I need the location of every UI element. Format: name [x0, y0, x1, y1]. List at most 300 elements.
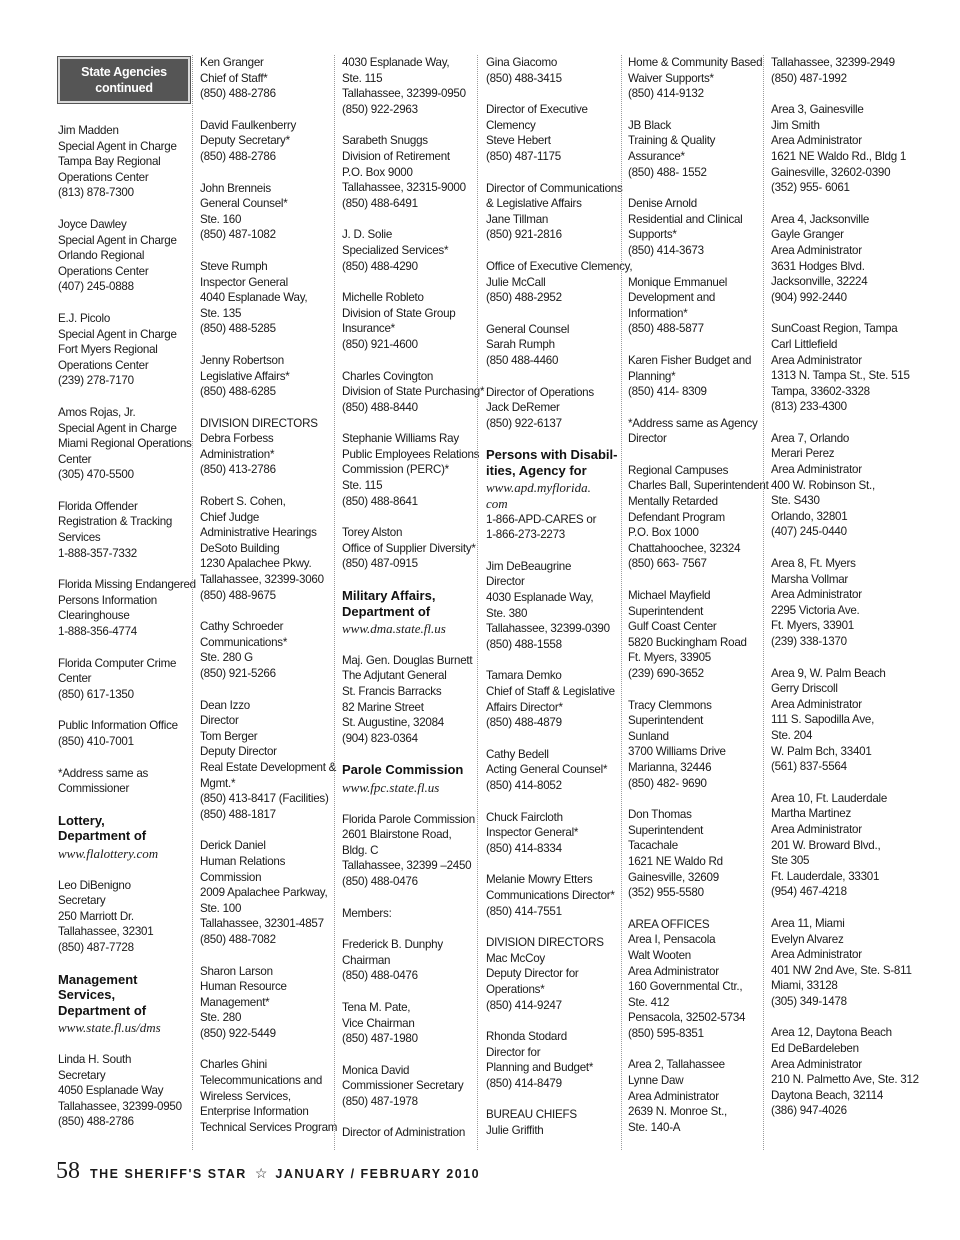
entry-line: Administrative Hearings	[200, 526, 317, 540]
entry-line: Florida Offender	[58, 499, 138, 513]
entry-line: (850) 595-8351	[628, 1026, 704, 1040]
entry-line: General Counsel	[486, 322, 570, 336]
entry-line: Rhonda Stodard	[486, 1030, 567, 1044]
entry-line: Superintendent	[628, 604, 704, 618]
directory-entry	[486, 1029, 619, 1091]
directory-entry	[342, 55, 475, 117]
entry-line: 160 Governmental Ctr.,	[628, 980, 743, 994]
entry-line: (850) 487-0915	[342, 557, 418, 571]
section-heading-line: Lottery,	[58, 812, 105, 828]
entry-line: Clearinghouse	[58, 609, 130, 623]
entry-line: JB Black	[628, 118, 672, 132]
directory-entry	[486, 872, 619, 919]
entry-line: Director of Executive	[486, 103, 588, 117]
entry-line: 1621 NE Waldo Rd., Bldg 1	[771, 149, 907, 163]
entry-line: Steve Rumph	[200, 259, 268, 273]
entry-line: 2009 Apalachee Parkway,	[200, 886, 328, 900]
entry-line: Julie Griffith	[486, 1124, 544, 1138]
entry-line: 250 Marriott Dr.	[58, 909, 134, 923]
entry-line: (850) 414-8052	[486, 778, 562, 792]
column-4	[486, 55, 633, 1155]
entry-line: DeSoto Building	[200, 541, 280, 555]
entry-line: Insurance*	[342, 322, 395, 336]
section-block	[58, 972, 191, 1036]
entry-line: 4040 Esplanade Way,	[200, 291, 308, 305]
entry-line: Area Administrator	[771, 948, 862, 962]
entry-line: Division of State Purchasing*	[342, 385, 485, 399]
entry-line: (850) 488-8440	[342, 400, 418, 414]
entry-line: Specialized Services*	[342, 243, 449, 257]
directory-entry	[200, 259, 333, 337]
entry-line: Tena M. Pate,	[342, 1000, 411, 1014]
directory-entry	[58, 311, 191, 389]
directory-entry	[771, 791, 904, 900]
entry-line: Director of Communications	[486, 181, 623, 195]
entry-line: Tamara Demko	[486, 669, 562, 683]
directory-entry	[200, 118, 333, 165]
entry-line: Tom Berger	[200, 729, 258, 743]
entry-line: Wireless Services,	[200, 1089, 291, 1103]
entry-line: (850) 922-6137	[486, 416, 562, 430]
entry-line: Inspector General*	[486, 826, 579, 840]
entry-line: Daytona Beach, 32114	[771, 1088, 884, 1102]
section-badge	[58, 57, 190, 103]
directory-entry	[771, 321, 910, 415]
entry-line: Charles Covington	[342, 369, 434, 383]
directory-entry	[342, 290, 475, 352]
entry-line: Karen Fisher Budget and	[628, 353, 752, 367]
entry-line: Ste. 140-A	[628, 1120, 681, 1134]
entry-line: Director for	[486, 1045, 541, 1059]
directory-entry	[342, 133, 475, 211]
entry-line: *Address same as	[58, 766, 149, 780]
entry-line: 1-888-357-7332	[58, 546, 138, 560]
entry-line: Marianna, 32446	[628, 760, 712, 774]
entry-line: Operations Center	[58, 358, 149, 372]
entry-line: Training & Quality	[628, 134, 716, 148]
entry-line: Telecommunications and	[200, 1074, 323, 1088]
column-divider	[192, 55, 193, 1150]
entry-line: Area Administrator	[771, 243, 862, 257]
entry-line: Division of Retirement	[342, 149, 450, 163]
directory-entry	[486, 810, 619, 857]
entry-line: 1230 Apalachee Pkwy.	[200, 557, 312, 571]
column-divider	[477, 55, 478, 1150]
directory-entry	[628, 416, 761, 447]
entry-line: (850) 487-7728	[58, 940, 134, 954]
entry-line: (850) 488-2786	[200, 87, 276, 101]
entry-line: Area 11, Miami	[771, 916, 845, 930]
entry-line: Director	[200, 714, 239, 728]
entry-line: W. Palm Bch, 33401	[771, 744, 872, 758]
directory-entry	[58, 405, 191, 483]
directory-entry	[486, 55, 619, 86]
entry-line: Affairs Director*	[486, 700, 563, 714]
directory-entry	[486, 259, 633, 306]
section-block	[486, 447, 619, 543]
entry-line: (850) 921-4600	[342, 337, 418, 351]
entry-line: (850) 487-1978	[342, 1094, 418, 1108]
directory-entry	[342, 1063, 475, 1110]
entry-line: (850) 487-1980	[342, 1032, 418, 1046]
directory-entry	[486, 668, 619, 730]
entry-line: Ft. Myers, 33905	[628, 651, 711, 665]
entry-line: Don Thomas	[628, 808, 692, 822]
entry-line: Melanie Mowry Etters	[486, 873, 593, 887]
entry-line: Assurance*	[628, 149, 685, 163]
entry-line: Area Administrator	[771, 1057, 862, 1071]
entry-line: Pensacola, 32502-5734	[628, 1011, 746, 1025]
entry-line: Joyce Dawley	[58, 217, 127, 231]
entry-line: Area Administrator	[628, 1089, 719, 1103]
entry-line: (850) 488-8641	[342, 494, 418, 508]
entry-line: Services	[58, 531, 101, 545]
entry-line: (239) 278-7170	[58, 374, 134, 388]
entry-line: Leo DiBenigno	[58, 878, 131, 892]
entry-line: Commission (PERC)*	[342, 463, 449, 477]
entry-line: Communications*	[200, 635, 288, 649]
entry-line: Ft. Myers, 33901	[771, 619, 854, 633]
entry-line: Tacachale	[628, 839, 678, 853]
entry-line: Tallahassee, 32399-0950	[58, 1099, 182, 1113]
entry-line: Enterprise Information	[200, 1105, 309, 1119]
directory-entry	[200, 416, 333, 478]
entry-line: Special Agent in Charge	[58, 421, 177, 435]
entry-line: (561) 837-5564	[771, 760, 847, 774]
entry-line: 4050 Esplanade Way	[58, 1084, 164, 1098]
entry-line: Ste. 100	[200, 901, 242, 915]
entry-line: Monique Emmanuel	[628, 275, 728, 289]
entry-line: (850) 414-8334	[486, 841, 562, 855]
entry-line: Management*	[200, 995, 270, 1009]
entry-line: DIVISION DIRECTORS	[200, 416, 318, 430]
entry-line: Tracy Clemmons	[628, 698, 712, 712]
directory-entry	[486, 102, 619, 164]
entry-line: Office of Supplier Diversity*	[342, 541, 476, 555]
entry-line: Ste. 115	[342, 71, 383, 85]
entry-line: Ft. Lauderdale, 33301	[771, 869, 880, 883]
directory-entry	[628, 118, 761, 180]
section-heading-line: Department of	[58, 1002, 147, 1018]
entry-line: Director of Operations	[486, 385, 594, 399]
entry-line: Martha Martinez	[771, 807, 852, 821]
entry-line: *Address same as Agency	[628, 416, 758, 430]
entry-line: (850) 488-6491	[342, 196, 418, 210]
entry-line: Director	[486, 575, 525, 589]
page-footer	[56, 1158, 480, 1188]
entry-line: Center	[58, 452, 92, 466]
entry-line: Florida Parole Commission	[342, 812, 475, 826]
entry-line: Ste. 412	[628, 995, 670, 1009]
section-heading-line: Department of	[58, 828, 147, 844]
entry-line: Chattahoochee, 32324	[628, 541, 741, 555]
entry-line: Area Administrator	[771, 134, 862, 148]
entry-line: Development and	[628, 291, 716, 305]
section-block	[342, 762, 475, 795]
entry-line: Office of Executive Clemency,	[486, 259, 633, 273]
column-6	[771, 55, 919, 1135]
entry-line: Mgmt.*	[200, 776, 236, 790]
entry-line: St. Augustine, 32084	[342, 716, 445, 730]
entry-line: Area 2, Tallahassee	[628, 1058, 725, 1072]
directory-entry	[486, 1107, 619, 1138]
entry-line: 82 Marine Street	[342, 700, 424, 714]
entry-line: 210 N. Palmetto Ave, Ste. 312	[771, 1073, 919, 1087]
section-heading-line: Department of	[342, 603, 431, 619]
entry-line: Planning and Budget*	[486, 1061, 594, 1075]
directory-entry	[771, 102, 907, 196]
entry-line: Sharon Larson	[200, 964, 273, 978]
directory-entry	[200, 619, 333, 681]
directory-entry	[200, 964, 333, 1042]
entry-line: Lynne Daw	[628, 1074, 684, 1088]
entry-line: Area I, Pensacola	[628, 933, 716, 947]
entry-line: Ste. 115	[342, 479, 383, 493]
entry-line: Michael Mayfield	[628, 589, 711, 603]
agency-website: www.dma.state.fl.us	[342, 621, 446, 637]
directory-entry	[342, 1000, 475, 1047]
entry-line: E.J. Picolo	[58, 311, 111, 325]
entry-line: Area Administrator	[771, 697, 862, 711]
entry-line: Center	[58, 672, 92, 686]
entry-line: Special Agent in Charge	[58, 233, 177, 247]
directory-entry	[486, 385, 619, 432]
directory-entry	[200, 55, 333, 102]
entry-line: Ste. 280	[200, 1011, 242, 1025]
entry-line: Debra Forbess	[200, 432, 274, 446]
entry-line: Carl Littlefield	[771, 337, 838, 351]
entry-line: (850) 488-6285	[200, 385, 276, 399]
entry-line: Supports*	[628, 228, 677, 242]
entry-line: (305) 349-1478	[771, 994, 847, 1008]
entry-line: P.O. Box 9000	[342, 165, 413, 179]
entry-line: Clemency	[486, 118, 536, 132]
entry-line: Walt Wooten	[628, 948, 691, 962]
entry-line: Technical Services Program	[200, 1120, 338, 1134]
entry-line: (850) 488-0476	[342, 969, 418, 983]
entry-line: Human Resource	[200, 980, 287, 994]
entry-line: Deputy Director for	[486, 967, 579, 981]
entry-line: Commissioner	[58, 782, 130, 796]
entry-line: (850) 921-5266	[200, 667, 276, 680]
entry-line: Public Information Office	[58, 719, 178, 733]
entry-line: 1313 N. Tampa St., Ste. 515	[771, 369, 910, 383]
entry-line: Secretary	[58, 1068, 106, 1082]
section-heading-line: Parole Commission	[342, 762, 464, 778]
entry-line: (850) 414-9132	[628, 87, 704, 101]
entry-line: (352) 955-5580	[628, 886, 704, 900]
directory-entry	[486, 935, 619, 1013]
entry-line: Area 7, Orlando	[771, 431, 850, 445]
entry-line: (850) 488-5285	[200, 322, 276, 336]
entry-line: (850) 922-5449	[200, 1026, 276, 1040]
entry-line: Communications Director*	[486, 888, 615, 902]
entry-line: 1-866-APD-CARES or	[486, 512, 597, 526]
entry-line: Superintendent	[628, 823, 704, 837]
entry-line: Tallahassee, 32399-0950	[342, 87, 466, 101]
directory-entry	[628, 275, 761, 337]
directory-entry	[200, 698, 337, 823]
entry-line: Area Administrator	[628, 964, 719, 978]
entry-line: (850) 487-1992	[771, 71, 847, 85]
entry-line: Tampa Bay Regional	[58, 155, 161, 169]
badge-subtitle: continued	[95, 81, 153, 95]
directory-entry	[58, 1052, 191, 1130]
entry-line: (407) 245-0440	[771, 525, 847, 539]
entry-line: (850) 414-7551	[486, 904, 562, 918]
entry-line: (850) 663- 7567	[628, 557, 707, 571]
entry-line: Area 4, Jacksonville	[771, 212, 870, 226]
section-heading	[58, 972, 191, 1019]
directory-entry	[771, 55, 904, 86]
directory-entry	[58, 878, 191, 956]
entry-line: Chief of Staff*	[200, 71, 268, 85]
entry-line: Administration*	[200, 447, 275, 461]
entry-line: Gayle Granger	[771, 228, 844, 242]
entry-line: (850) 413-2786	[200, 463, 276, 477]
directory-entry	[58, 766, 191, 797]
entry-line: (850) 488-1817	[200, 807, 276, 821]
entry-line: Orlando, 32801	[771, 509, 848, 523]
entry-line: Jack DeRemer	[486, 401, 560, 415]
directory-entry	[628, 917, 761, 1042]
entry-line: (813) 233-4300	[771, 400, 847, 414]
entry-line: Jim Madden	[58, 124, 119, 137]
entry-line: Chief Judge	[200, 510, 260, 524]
entry-line: (850) 487-1175	[486, 149, 561, 163]
entry-line: Chairman	[342, 953, 391, 967]
entry-line: Director of Administration	[342, 1126, 466, 1140]
entry-line: 3631 Hodges Blvd.	[771, 259, 865, 273]
directory-entry	[486, 747, 619, 794]
entry-line: Inspector General	[200, 275, 288, 289]
entry-line: Persons Information	[58, 593, 157, 607]
directory-entry	[342, 227, 475, 274]
entry-line: Marsha Vollmar	[771, 572, 849, 586]
entry-line: Ste 305	[771, 854, 810, 868]
entry-line: Commission	[200, 870, 262, 884]
entry-line: (904) 823-0364	[342, 731, 418, 745]
entry-line: Steve Hebert	[486, 134, 551, 148]
entry-line: (850) 488-2786	[58, 1115, 134, 1129]
directory-entry	[200, 838, 333, 947]
directory-entry	[342, 906, 475, 922]
entry-line: Information*	[628, 306, 688, 320]
agency-website: www.flalottery.com	[58, 845, 159, 861]
entry-line: (850) 488-7082	[200, 932, 276, 946]
entry-line: Area Administrator	[771, 463, 862, 477]
directory-entry	[200, 494, 333, 603]
directory-entry	[628, 353, 761, 400]
directory-entry	[771, 431, 904, 540]
entry-line: Mentally Retarded	[628, 495, 718, 509]
directory-entry	[200, 353, 333, 400]
entry-line: Regional Campuses	[628, 463, 729, 477]
entry-line: (850) 414-8479	[486, 1076, 562, 1090]
entry-line: Tallahassee, 32399-0390	[486, 622, 610, 636]
directory-entry	[200, 181, 333, 243]
section-heading-line: Military Affairs,	[342, 588, 436, 604]
entry-line: Chief of Staff & Legislative	[486, 685, 615, 698]
entry-line: Ed DeBardeleben	[771, 1042, 859, 1056]
entry-line: 4030 Esplanade Way,	[486, 591, 594, 605]
entry-line: Torey Alston	[342, 526, 403, 540]
directory-entry	[771, 212, 904, 306]
entry-line: 2295 Victoria Ave.	[771, 603, 860, 617]
directory-entry	[628, 196, 761, 258]
entry-line: Stephanie Williams Ray	[342, 432, 459, 446]
entry-line: 111 S. Sapodilla Ave,	[771, 713, 875, 727]
entry-line: Jane Tillman	[486, 212, 549, 226]
directory-entry	[200, 1057, 338, 1135]
entry-line: Vice Chairman	[342, 1016, 415, 1030]
entry-line: Superintendent	[628, 714, 704, 728]
directory-entry	[771, 666, 904, 775]
entry-line: (239) 690-3652	[628, 667, 704, 680]
magazine-title: THE SHERIFF'S STAR	[90, 1167, 247, 1181]
entry-line: Tallahassee, 32315-9000	[342, 181, 466, 195]
entry-line: (850) 617-1350	[58, 687, 134, 701]
entry-line: Tallahassee, 32399-3060	[200, 573, 324, 587]
directory-entry	[628, 55, 761, 102]
section-heading-line: Persons with Disabil-	[486, 447, 618, 463]
entry-line: (850) 488-0476	[342, 874, 418, 888]
section-heading-line: Services,	[58, 987, 116, 1003]
entry-line: The Adjutant General	[342, 669, 447, 683]
entry-line: Jim DeBeaugrine	[486, 559, 572, 573]
entry-line: General Counsel*	[200, 197, 288, 211]
entry-line: Charles Ball, Superintendent	[628, 479, 769, 493]
entry-line: Cathy Bedell	[486, 747, 549, 761]
directory-entry	[486, 322, 619, 369]
entry-line: (850) 488-4290	[342, 259, 418, 273]
entry-line: (850) 488-2952	[486, 291, 562, 305]
entry-line: Bldg. C	[342, 843, 379, 857]
section-heading-line: ities, Agency for	[486, 462, 587, 478]
entry-line: John Brenneis	[200, 181, 271, 195]
directory-entry	[342, 369, 485, 416]
entry-line: 3700 Williams Drive	[628, 745, 726, 759]
entry-line: Sunland	[628, 729, 669, 743]
entry-line: David Faulkenberry	[200, 118, 297, 132]
entry-line: (850) 488-3415	[486, 71, 562, 85]
entry-line: Acting General Counsel*	[486, 763, 608, 777]
section-heading	[342, 588, 475, 619]
entry-line: Area Administrator	[771, 353, 862, 367]
entry-line: (850) 487-1082	[200, 228, 276, 242]
entry-line: Special Agent in Charge	[58, 139, 177, 153]
section-block	[58, 813, 191, 862]
entry-line: (850) 488-2786	[200, 149, 276, 163]
section-block	[342, 588, 475, 637]
entry-line: Area 8, Ft. Myers	[771, 557, 856, 571]
entry-line: Gulf Coast Center	[628, 620, 717, 634]
entry-line: Michelle Robleto	[342, 291, 424, 305]
entry-line: P.O. Box 1000	[628, 526, 699, 540]
entry-line: Real Estate Development &	[200, 760, 337, 774]
entry-line: 2601 Blairstone Road,	[342, 828, 452, 842]
entry-line: (352) 955- 6061	[771, 181, 850, 195]
agency-website: www.state.fl.us/dms	[58, 1020, 161, 1036]
entry-line: Division of State Group	[342, 306, 456, 320]
entry-line: & Legislative Affairs	[486, 197, 582, 211]
entry-line: (239) 338-1370	[771, 635, 847, 648]
entry-line: Deputy Secretary*	[200, 134, 290, 148]
entry-line: Cathy Schroeder	[200, 620, 284, 634]
directory-entry	[628, 1057, 761, 1135]
entry-line: Waiver Supports*	[628, 71, 714, 85]
entry-line: (850) 410-7001	[58, 735, 134, 748]
